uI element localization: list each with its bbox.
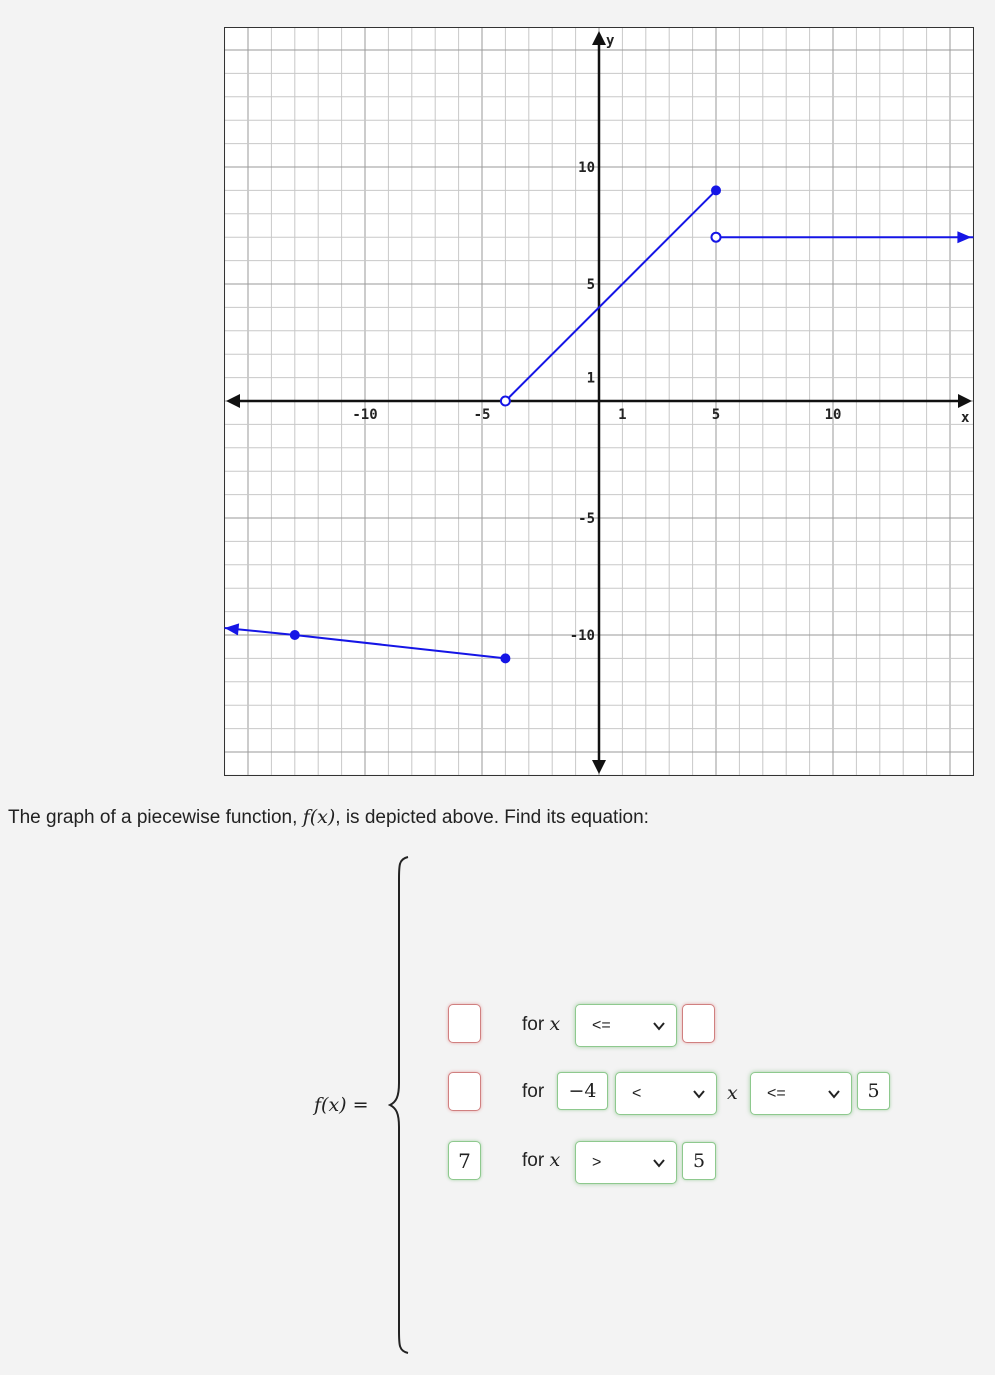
row3-for-label [522,1149,560,1172]
graph [224,27,974,776]
chevron-down-icon [652,1156,666,1170]
series-line [505,190,716,401]
row2-operator2-select[interactable] [750,1072,852,1115]
closed-point [290,630,300,640]
question-text [8,806,649,829]
row2-upper-input[interactable]: 5 [857,1072,890,1110]
x-tick-label: -10 [352,407,378,423]
row1-for-text: for [522,1014,545,1035]
open-point [712,233,721,242]
row3-for-text: for [522,1150,545,1171]
y-tick-label: 1 [586,370,595,387]
y-axis-arrow-up [592,31,606,45]
question-prefix: The graph of a piecewise function, [8,807,303,828]
closed-point [711,185,721,195]
row1-var: x [549,1013,561,1035]
row3-var: x [549,1149,561,1171]
y-tick-label: 10 [578,160,595,176]
row2-operator2-value: <= [767,1085,786,1102]
function-graph [224,27,974,776]
x-axis-label: x [961,410,970,426]
row3-operator-value: > [592,1154,602,1171]
series-arrow-left [225,623,240,635]
row1-value-input[interactable] [448,1004,481,1043]
question-suffix: , is depicted above. Find its equation: [335,807,649,828]
row2-for-label: for [522,1081,545,1102]
chevron-down-icon [692,1087,706,1101]
y-axis-label: y [606,33,615,49]
function-label: f(x) = [314,1094,369,1116]
y-tick-label: -5 [578,511,595,527]
row2-value-input[interactable] [448,1072,481,1111]
row2-lower-input[interactable]: −4 [557,1072,608,1110]
row3-operator-select[interactable] [575,1141,677,1184]
chevron-down-icon [652,1019,666,1033]
y-axis-arrow-down [592,760,606,774]
y-tick-label: 5 [586,277,595,293]
row1-operator-select[interactable] [575,1004,677,1047]
series-arrow-right [957,231,971,243]
question-function: f(x) [302,806,336,828]
left-brace [388,855,412,1355]
row2-operator1-value: < [632,1085,642,1102]
x-tick-label: -5 [473,407,491,423]
row1-operator-value: <= [592,1017,611,1034]
closed-point [500,653,510,663]
y-tick-label: -10 [569,628,595,644]
row3-bound-input[interactable]: 5 [682,1142,716,1180]
x-axis-arrow-left [226,394,240,408]
row1-bound-input[interactable] [682,1004,715,1043]
row2-var: x [727,1082,738,1104]
row1-for-label [522,1013,560,1036]
row3-value-input[interactable]: 7 [448,1141,481,1180]
x-axis-arrow-right [958,394,972,408]
open-point [501,397,510,406]
x-tick-label: 1 [618,407,627,423]
chevron-down-icon [827,1087,841,1101]
row2-operator1-select[interactable] [615,1072,717,1115]
x-tick-label: 5 [711,407,721,423]
x-tick-label: 10 [824,407,842,423]
